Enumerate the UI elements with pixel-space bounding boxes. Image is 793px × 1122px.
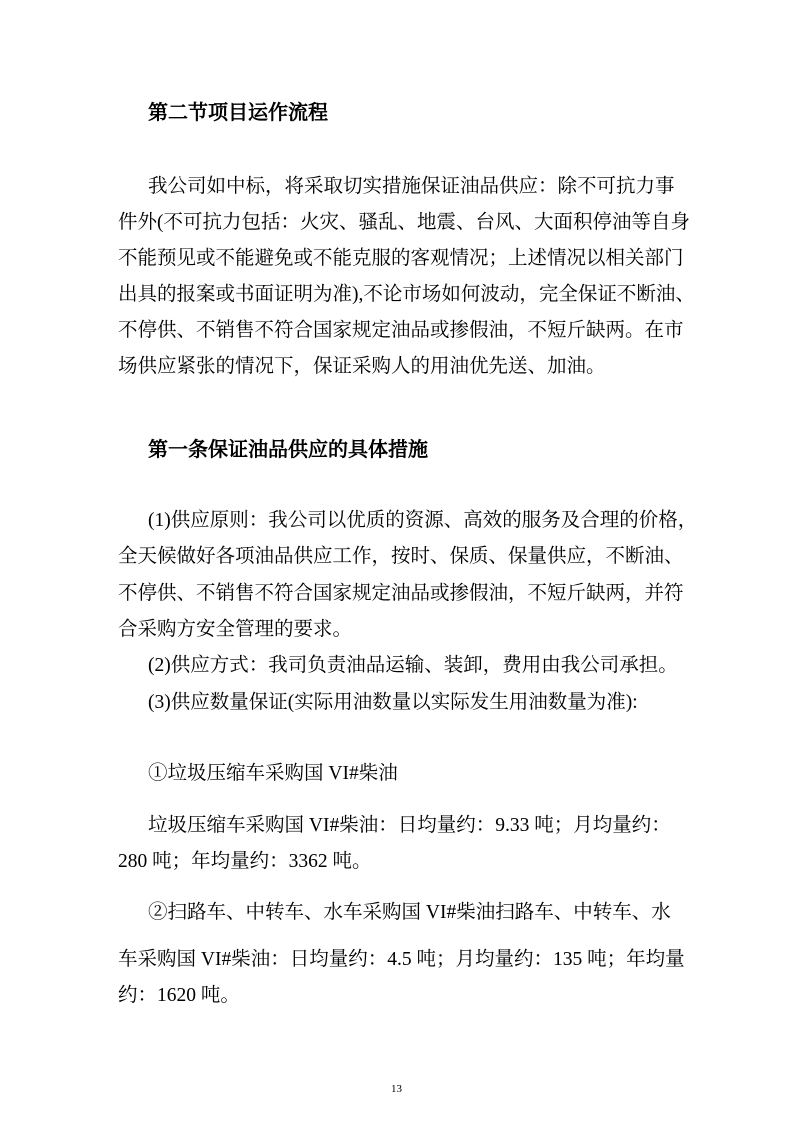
paragraph-line: 垃圾压缩车采购国 VI#柴油：日均量约：9.33 吨；月均量约：	[148, 815, 671, 836]
paragraph-line: 我公司如中标，将采取切实措施保证油品供应：除不可抗力事	[148, 176, 675, 197]
paragraph-line: (2)供应方式：我司负责油品运输、装卸，费用由我公司承担。	[148, 655, 678, 676]
paragraph-line: 不停供、不销售不符合国家规定油品或掺假油，不短斤缺两，并符	[118, 583, 684, 604]
paragraph-line: 合采购方安全管理的要求。	[118, 619, 353, 640]
paragraph-line: 车采购国 VI#柴油：日均量约：4.5 吨；月均量约：135 吨；年均量	[118, 949, 685, 970]
subitem-title: ①垃圾压缩车采购国 VI#柴油	[148, 763, 398, 784]
paragraph-line: 不停供、不销售不符合国家规定油品或掺假油，不短斤缺两。在市	[118, 320, 684, 341]
paragraph-line: 全天候做好各项油品供应工作，按时、保质、保量供应，不断油、	[118, 546, 684, 567]
paragraph-line: 件外(不可抗力包括：火灾、骚乱、地震、台风、大面积停油等自身	[118, 212, 690, 233]
paragraph-line: (1)供应原则：我公司以优质的资源、高效的服务及合理的价格，	[148, 510, 698, 531]
article-title: 第一条保证油品供应的具体措施	[148, 439, 428, 461]
page-number: 13	[391, 1083, 402, 1095]
paragraph-line: 场供应紧张的情况下，保证采购人的用油优先送、加油。	[118, 356, 606, 377]
paragraph-line: ②扫路车、中转车、水车采购国 VI#柴油扫路车、中转车、水	[148, 902, 671, 923]
section-title: 第二节项目运作流程	[148, 102, 328, 124]
paragraph-line: 不能预见或不能避免或不能克服的客观情况；上述情况以相关部门	[118, 248, 684, 269]
paragraph-line: (3)供应数量保证(实际用油数量以实际发生用油数量为准):	[148, 692, 638, 713]
paragraph-line: 约：1620 吨。	[118, 985, 240, 1006]
paragraph-line: 出具的报案或书面证明为准),不论市场如何波动，完全保证不断油、	[118, 284, 695, 305]
paragraph-line: 280 吨；年均量约：3362 吨。	[118, 851, 372, 872]
